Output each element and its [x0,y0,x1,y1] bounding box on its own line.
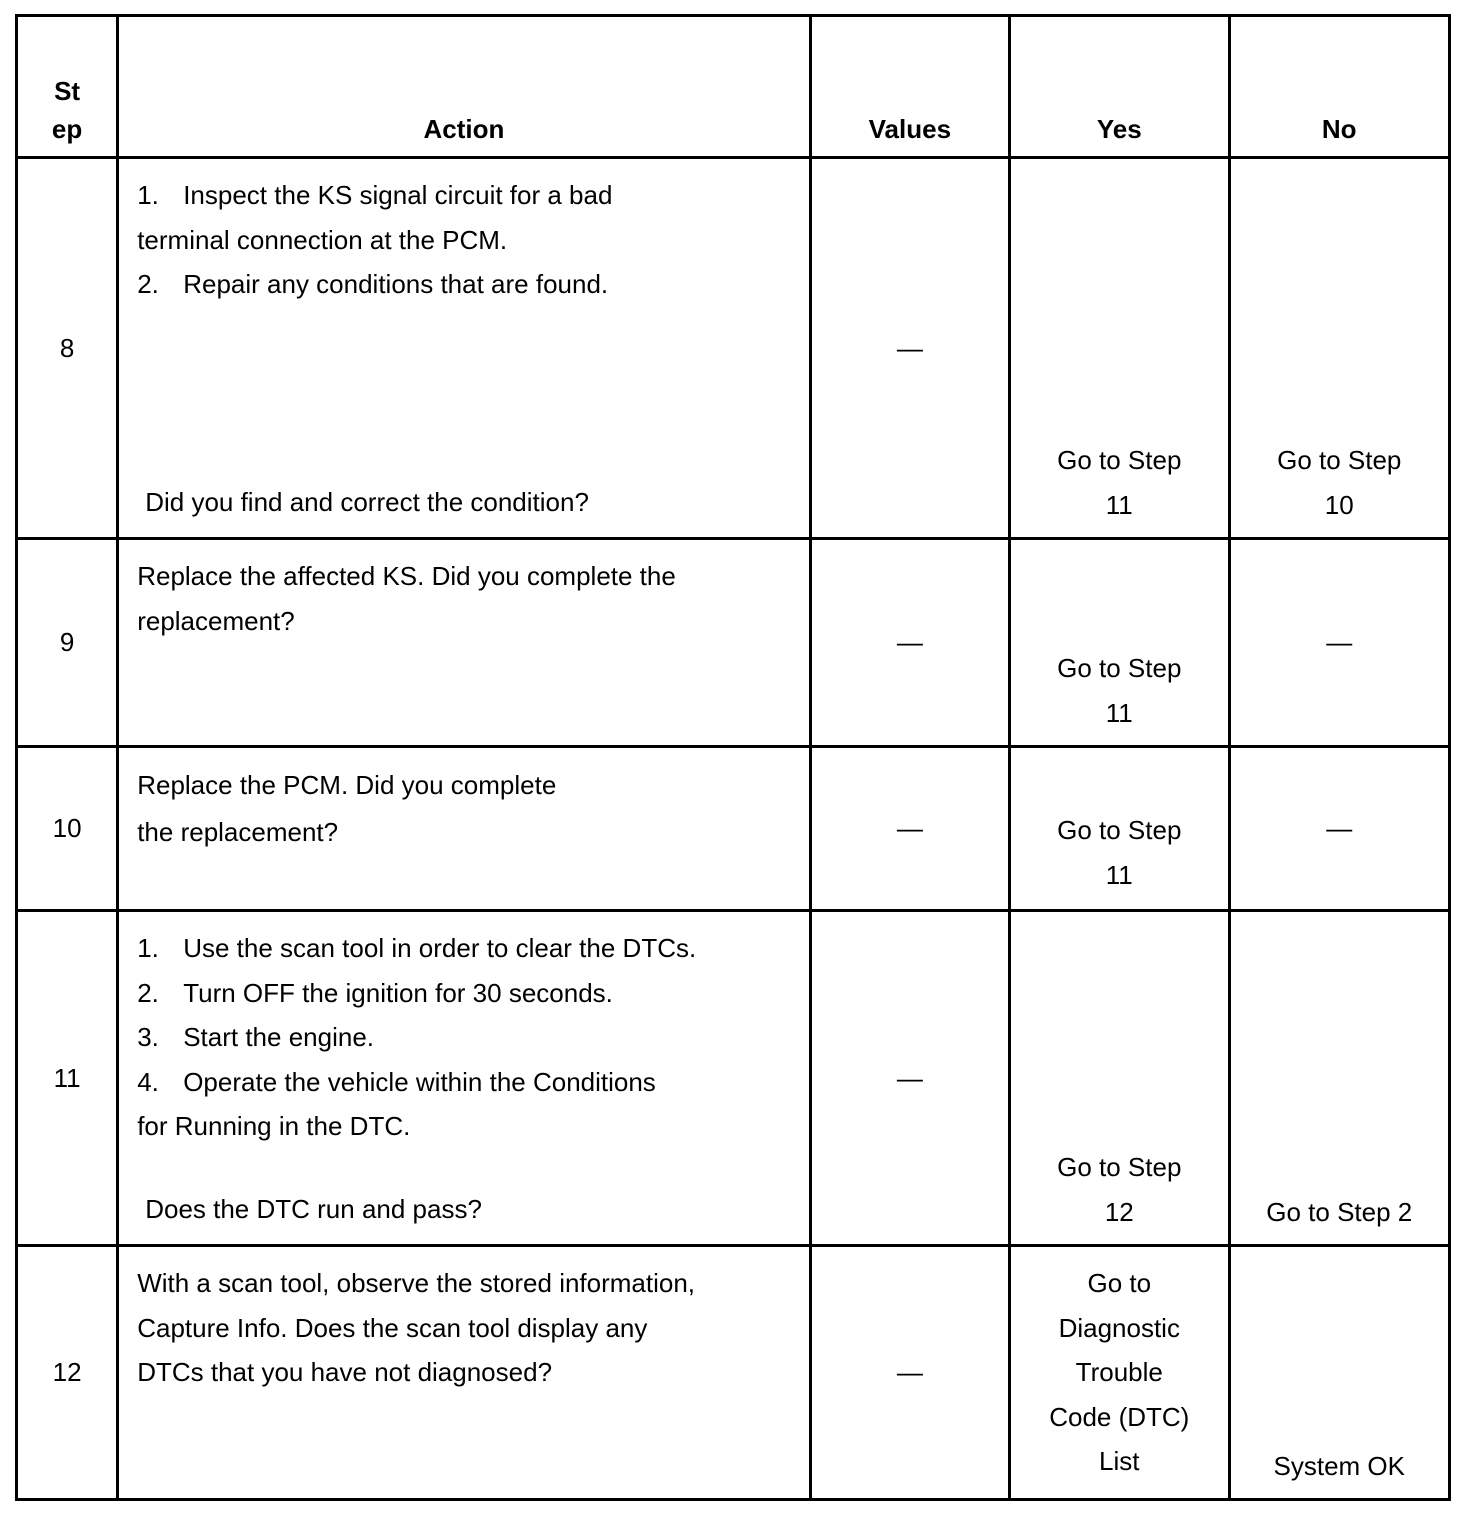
action-line: Replace the affected KS. Did you complete the [137,561,676,591]
action-line: 4. Operate the vehicle within the Conditions [137,1066,656,1097]
values-cell: — [810,911,1009,1246]
yes-cell: Go to Step 11 [1010,158,1229,539]
action-line: terminal connection at the PCM. [137,224,508,255]
action-line: 2. Repair any conditions that are found. [137,269,609,299]
step-number: 12 [17,1246,118,1500]
table-row [17,158,1450,539]
step-number: 10 [17,747,118,911]
values-cell: — [810,539,1009,747]
action-line: Capture Info. Does the scan tool display any [137,1312,648,1343]
header-action: Action [118,16,810,158]
no-cell: Go to Step 2 [1229,911,1450,1246]
yes-cell: Go to Step 11 [1010,747,1229,911]
no-cell: — [1229,747,1450,911]
header-values: Values [810,16,1009,158]
action-line: 1. Inspect the KS signal circuit for a bad [137,180,613,210]
step-number: 8 [17,158,118,539]
values-cell: — [810,158,1009,539]
table-row [17,539,1450,747]
no-cell: System OK [1229,1246,1450,1500]
table-header-row [17,16,1450,158]
yes-cell: Go to Step 12 [1010,911,1229,1246]
action-cell [118,911,810,1246]
no-cell: Go to Step 10 [1229,158,1450,539]
action-line: Replace the PCM. Did you complete [137,770,557,800]
yes-cell: Go to Diagnostic Trouble Code (DTC) List [1010,1246,1229,1500]
table-row [17,747,1450,911]
step-number: 9 [17,539,118,747]
action-line: the replacement? [137,817,339,847]
table-row [17,1246,1450,1500]
action-line: DTCs that you have not diagnosed? [137,1357,553,1387]
action-line: 1. Use the scan tool in order to clear the DTCs. [137,933,697,963]
action-cell [118,539,810,747]
table-row [17,911,1450,1246]
yes-cell: Go to Step 11 [1010,539,1229,747]
header-no: No [1229,16,1450,158]
action-cell [118,747,810,911]
header-step: St ep [17,16,118,158]
action-cell [118,158,810,539]
action-line: With a scan tool, observe the stored information, [137,1268,696,1298]
no-cell: — [1229,539,1450,747]
header-yes: Yes [1010,16,1229,158]
action-question: Does the DTC run and pass? [145,1193,482,1224]
action-line: replacement? [137,605,295,636]
action-question: Did you find and correct the condition? [145,486,589,517]
step-number: 11 [17,911,118,1246]
action-line: for Running in the DTC. [137,1111,411,1141]
values-cell: — [810,747,1009,911]
diagnostic-steps-table [15,14,1451,1501]
values-cell: — [810,1246,1009,1500]
action-line: 3. Start the engine. [137,1022,375,1052]
action-cell [118,1246,810,1500]
action-line: 2. Turn OFF the ignition for 30 seconds. [137,977,613,1008]
